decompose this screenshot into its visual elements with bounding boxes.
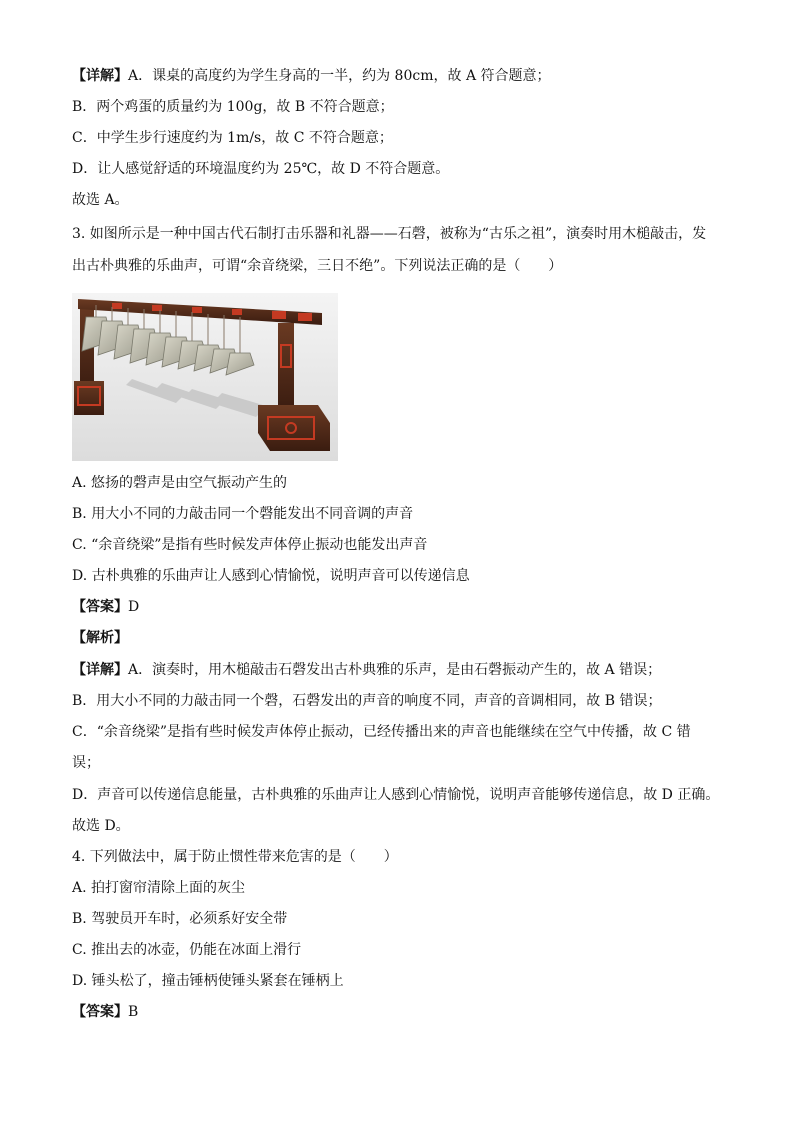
line-text: D．让人感觉舒适的环境温度约为 25℃，故 D 不符合题意。 bbox=[72, 161, 450, 177]
line-text: C. 推出去的冰壶，仍能在冰面上滑行 bbox=[72, 942, 302, 958]
line-text: C．中学生步行速度约为 1m/s，故 C 不符合题意； bbox=[72, 130, 393, 146]
line-text: 误； bbox=[72, 755, 100, 771]
question-3-stem-line-2 bbox=[72, 256, 732, 276]
option-4b bbox=[72, 909, 732, 929]
explanation-line-a bbox=[72, 66, 732, 86]
option-3d bbox=[72, 566, 732, 586]
option-4c bbox=[72, 940, 732, 960]
option-3a bbox=[72, 473, 732, 493]
option-3b bbox=[72, 504, 732, 524]
option-3c bbox=[72, 535, 732, 555]
stone-chime-illustration bbox=[72, 293, 338, 461]
detail-3a bbox=[72, 660, 732, 680]
detail-3c-cont bbox=[72, 753, 732, 773]
line-text: 4. 下列做法中，属于防止惯性带来危害的是（ ） bbox=[72, 849, 398, 865]
answer-label: 【答案】 bbox=[72, 1004, 128, 1020]
answer-label: 【答案】 bbox=[72, 599, 128, 615]
line-text: D. 古朴典雅的乐曲声让人感到心情愉悦，说明声音可以传递信息 bbox=[72, 568, 470, 584]
answer-4 bbox=[72, 1002, 732, 1022]
analysis-label: 【解析】 bbox=[72, 630, 128, 646]
line-text: B．用大小不同的力敲击同一个磬，石磬发出的声音的响度不同，声音的音调相同，故 B 错误； bbox=[72, 693, 662, 709]
selection-3 bbox=[72, 816, 732, 836]
answer-3 bbox=[72, 597, 732, 617]
question-3-stem-line-1 bbox=[72, 224, 732, 244]
stone-chime-figure bbox=[72, 293, 338, 461]
line-text: B bbox=[128, 1004, 139, 1020]
line-text: 故选 A。 bbox=[72, 192, 129, 208]
explanation-line-d bbox=[72, 159, 732, 179]
question-4-stem bbox=[72, 847, 732, 867]
line-text: B. 用大小不同的力敲击同一个磬能发出不同音调的声音 bbox=[72, 506, 414, 522]
selection-line bbox=[72, 190, 732, 210]
analysis-3 bbox=[72, 628, 732, 648]
detail-3d bbox=[72, 785, 732, 805]
detail-3c bbox=[72, 722, 732, 742]
option-4a bbox=[72, 878, 732, 898]
detail-3b bbox=[72, 691, 732, 711]
option-4d bbox=[72, 971, 732, 991]
line-text: D．声音可以传递信息能量，古朴典雅的乐曲声让人感到心情愉悦，说明声音能够传递信息，故 D 正确。 bbox=[72, 787, 720, 803]
line-text: A. 悠扬的磬声是由空气振动产生的 bbox=[72, 475, 288, 491]
detail-label: 【详解】 bbox=[72, 662, 128, 678]
line-text: D. 锤头松了，撞击锤柄使锤头紧套在锤柄上 bbox=[72, 973, 344, 989]
line-text: C．“余音绕梁”是指有些时候发声体停止振动，已经传播出来的声音也能继续在空气中传播，故 C 错 bbox=[72, 724, 691, 740]
explanation-line-b bbox=[72, 97, 732, 117]
line-text: D bbox=[128, 599, 140, 615]
line-text: C. “余音绕梁”是指有些时候发声体停止振动也能发出声音 bbox=[72, 537, 428, 553]
line-text: A. 拍打窗帘清除上面的灰尘 bbox=[72, 880, 246, 896]
line-text: 3. 如图所示是一种中国古代石制打击乐器和礼器——石磬，被称为“古乐之祖”，演奏时用木槌敲击，发 bbox=[72, 226, 707, 242]
explanation-line-c bbox=[72, 128, 732, 148]
detail-label: 【详解】 bbox=[72, 68, 128, 84]
line-text: 出古朴典雅的乐曲声，可谓“余音绕梁，三日不绝”。下列说法正确的是（ ） bbox=[72, 258, 563, 274]
line-text: B. 驾驶员开车时，必须系好安全带 bbox=[72, 911, 288, 927]
line-text: A．演奏时，用木槌敲击石磬发出古朴典雅的乐声，是由石磬振动产生的，故 A 错误； bbox=[128, 662, 662, 678]
line-text: B．两个鸡蛋的质量约为 100g，故 B 不符合题意； bbox=[72, 99, 394, 115]
line-text: A．课桌的高度约为学生身高的一半，约为 80cm，故 A 符合题意； bbox=[128, 68, 551, 84]
line-text: 故选 D。 bbox=[72, 818, 130, 834]
